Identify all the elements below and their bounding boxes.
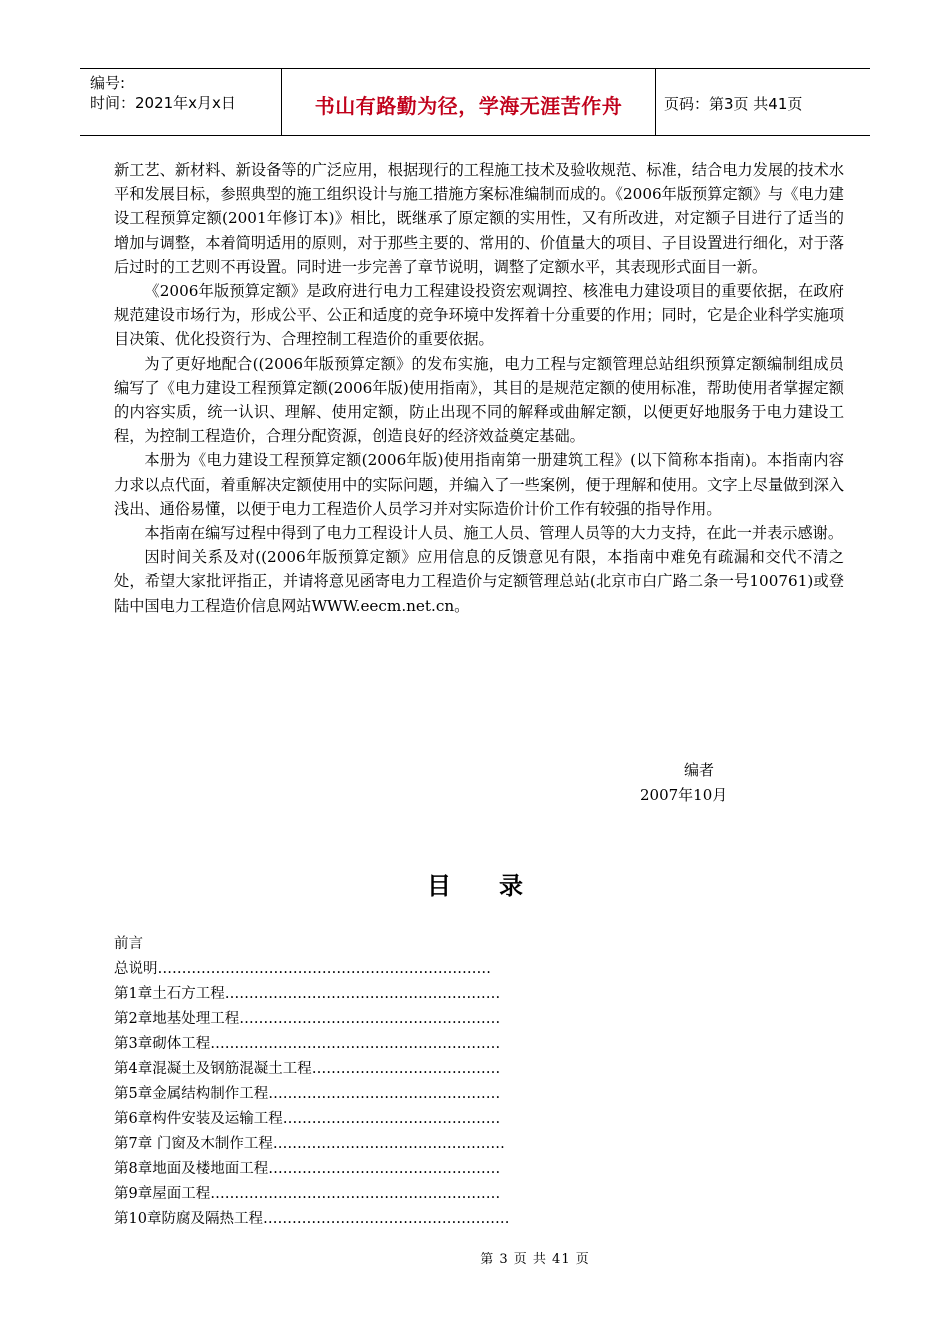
toc-entry-chapter-1[interactable]: 第1章土石方工程………………………………………………… xyxy=(114,986,501,1002)
paragraph-3: 为了更好地配合((2006年版预算定额》的发布实施，电力工程与定额管理总站组织预算定额编制组成员编写了《电力建设工程预算定额(2006年版)使用指南》，其目的是规范定额的使用标准，帮助使用者掌握定额的内容实质，统一认识、理解、使用定额，防止出现不同的解释或曲解定额，以便更好地服务于电力建设工程，为控制工程造价，合理分配资源，创造良好的经济效益奠定基础。 xyxy=(114,354,844,446)
serial-label: 编号: xyxy=(90,74,126,92)
toc-entry-chapter-2[interactable]: 第2章地基处理工程……………………………………………… xyxy=(114,1011,501,1027)
signature-date: 2007年10月 xyxy=(640,786,728,804)
header-page-info: 页码：第3页 共41页 xyxy=(664,94,803,113)
page-header xyxy=(80,68,870,136)
toc-entry-chapter-9[interactable]: 第9章屋面工程…………………………………………………… xyxy=(114,1186,501,1202)
table-of-contents xyxy=(114,932,714,1232)
toc-entry-chapter-10[interactable]: 第10章防腐及隔热工程…………………………………………… xyxy=(114,1211,510,1227)
signature-block xyxy=(640,758,780,808)
toc-title: 目录 xyxy=(427,872,571,900)
toc-entry-chapter-5[interactable]: 第5章金属结构制作工程………………………………………… xyxy=(114,1086,501,1102)
toc-entry-chapter-6[interactable]: 第6章构件安装及运输工程……………………………………… xyxy=(114,1111,501,1127)
paragraph-6: 因时间关系及对((2006年版预算定额》应用信息的反馈意见有限，本指南中难免有疏漏和交代不清之处，希望大家批评指正，并请将意见函寄电力工程造价与定额管理总站(北京市白广路二条一号100761)或登陆中国电力工程造价信息网站WWW.eecm.net.cn。 xyxy=(114,548,844,615)
paragraph-4: 本册为《电力建设工程预算定额(2006年版)使用指南第一册建筑工程》(以下简称本指南)。本指南内容力求以点代面，着重解决定额使用中的实际问题，并编入了一些案例，便于理解和使用。文字上尽量做到深入浅出、通俗易懂，以便于电力工程造价人员学习并对实际造价计价工作有较强的指导作用。 xyxy=(114,451,844,518)
preface-body xyxy=(114,158,844,618)
signature-editor: 编者 xyxy=(684,761,715,779)
paragraph-5: 本指南在编写过程中得到了电力工程设计人员、施工人员、管理人员等的大力支持，在此一并表示感谢。 xyxy=(144,524,844,543)
header-meta xyxy=(80,69,282,135)
toc-entry-chapter-7[interactable]: 第7章 门窗及木制作工程………………………………………… xyxy=(114,1136,505,1152)
toc-entry-chapter-3[interactable]: 第3章砌体工程…………………………………………………… xyxy=(114,1036,501,1052)
toc-entry-chapter-8[interactable]: 第8章地面及楼地面工程………………………………………… xyxy=(114,1161,501,1177)
paragraph-2: 《2006年版预算定额》是政府进行电力工程建设投资宏观调控、核准电力建设项目的重要依据，在政府规范建设市场行为，形成公平、公正和适度的竞争环境中发挥着十分重要的作用；同时，它是企业科学实施项目决策、优化投资行为、合理控制工程造价的重要依据。 xyxy=(114,282,844,349)
toc-entry-preface[interactable]: 前言 xyxy=(114,936,143,952)
page-footer: 第 3 页 共 41 页 xyxy=(480,1252,590,1267)
paragraph-1: 新工艺、新材料、新设备等的广泛应用，根据现行的工程施工技术及验收规范、标准，结合电力发展的技术水平和发展目标，参照典型的施工组织设计与施工措施方案标准编制而成的。《2006年版预算定额》与《电力建设工程预算定额(2001年修订本)》相比，既继承了原定额的实用性，又有所改进，对定额子目进行了适当的增加与调整，本着简明适用的原则，对于那些主要的、常用的、价值量大的项目、子目设置进行细化，对于落后过时的工艺则不再设置。同时进一步完善了章节说明，调整了定额水平，其表现形式面目一新。 xyxy=(114,161,844,276)
header-motto: 书山有路勤为径，学海无涯苦作舟 xyxy=(282,69,656,135)
toc-entry-chapter-4[interactable]: 第4章混凝土及钢筋混凝土工程………………………………… xyxy=(114,1061,501,1077)
toc-entry-general[interactable]: 总说明…………………………………………………………… xyxy=(114,961,491,977)
date-label: 时间：2021年x月x日 xyxy=(90,94,236,112)
